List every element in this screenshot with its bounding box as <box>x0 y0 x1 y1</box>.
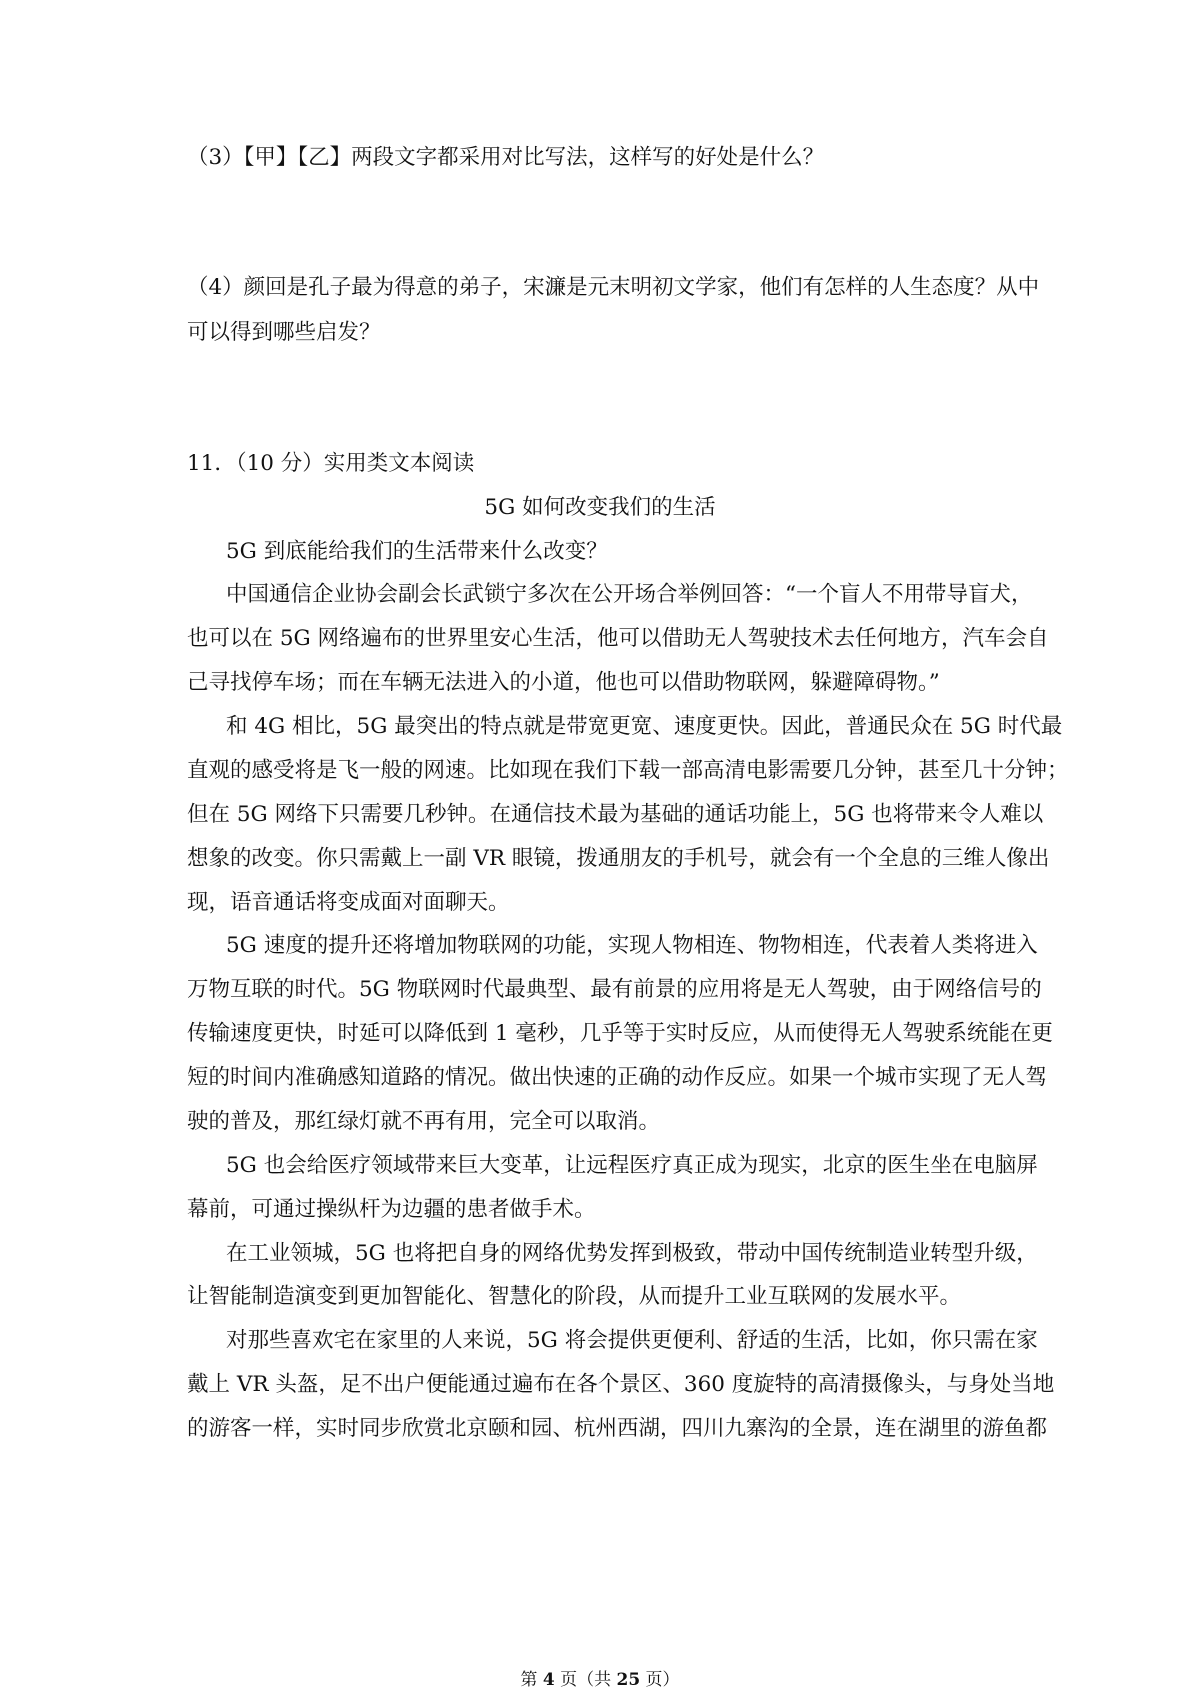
footer-page-number: 4 <box>542 1670 555 1690</box>
paragraph-5-line-1: 5G 也会给医疗领域带来巨大变革，让远程医疗真正成为现实，北京的医生坐在电脑屏 <box>226 1153 1038 1178</box>
question-3: （3）【甲】【乙】两段文字都采用对比写法，这样写的好处是什么？ <box>187 145 825 170</box>
paragraph-3-line-2: 直观的感受将是飞一般的网速。比如现在我们下载一部高清电影需要几分钟，甚至几十分钟； <box>187 758 1069 783</box>
article-title: 5G 如何改变我们的生活 <box>484 495 716 520</box>
paragraph-5-line-2: 幕前，可通过操纵杆为边疆的患者做手术。 <box>187 1197 596 1222</box>
question-11-heading: 11．（10 分）实用类文本阅读 <box>187 451 475 476</box>
paragraph-3-line-4: 想象的改变。你只需戴上一副 VR 眼镜，拨通朋友的手机号，就会有一个全息的三维人像出 <box>187 846 1050 871</box>
paragraph-7-line-2: 戴上 VR 头盔，足不出户便能通过遍布在各个景区、360 度旋特的高清摄像头，与身处当地 <box>187 1372 1055 1397</box>
paragraph-2-line-3: 己寻找停车场；而在车辆无法进入的小道，他也可以借助物联网，躲避障碍物。” <box>187 670 940 695</box>
paragraph-4-line-2: 万物互联的时代。5G 物联网时代最典型、最有前景的应用将是无人驾驶，由于网络信号的 <box>187 977 1042 1002</box>
footer-middle: 页（共 <box>554 1670 617 1690</box>
paragraph-4-line-4: 短的时间内准确感知道路的情况。做出快速的正确的动作反应。如果一个城市实现了无人驾 <box>187 1065 1048 1090</box>
paragraph-2-line-2: 也可以在 5G 网络遍布的世界里安心生活，他可以借助无人驾驶技术去任何地方，汽车会自 <box>187 626 1049 651</box>
paragraph-6-line-2: 让智能制造演变到更加智能化、智慧化的阶段，从而提升工业互联网的发展水平。 <box>187 1284 962 1309</box>
footer-suffix: 页） <box>640 1670 680 1690</box>
paragraph-4-line-1: 5G 速度的提升还将增加物联网的功能，实现人物相连、物物相连，代表着人类将进入 <box>226 933 1038 958</box>
paragraph-7-line-1: 对那些喜欢宅在家里的人来说，5G 将会提供更便利、舒适的生活，比如，你只需在家 <box>226 1328 1038 1353</box>
paragraph-7-line-3: 的游客一样，实时同步欣赏北京颐和园、杭州西湖，四川九寨沟的全景，连在湖里的游鱼都 <box>187 1416 1048 1441</box>
paragraph-4-line-3: 传输速度更快，时延可以降低到 1 毫秒，几乎等于实时反应，从而使得无人驾驶系统能在更 <box>187 1021 1053 1046</box>
paragraph-3-line-1: 和 4G 相比，5G 最突出的特点就是带宽更宽、速度更快。因此，普通民众在 5G 时代最 <box>226 714 1063 739</box>
question-4-line-2: 可以得到哪些启发？ <box>187 320 381 345</box>
footer-prefix: 第 <box>520 1670 543 1690</box>
paragraph-3-line-3: 但在 5G 网络下只需要几秒钟。在通信技术最为基础的通话功能上，5G 也将带来令人难以 <box>187 802 1044 827</box>
paragraph-1-line-1: 5G 到底能给我们的生活带来什么改变？ <box>226 539 608 564</box>
question-4-line-1: （4）颜回是孔子最为得意的弟子，宋濂是元末明初文学家，他们有怎样的人生态度？从中 <box>187 275 1040 300</box>
paragraph-4-line-5: 驶的普及，那红绿灯就不再有用，完全可以取消。 <box>187 1109 661 1134</box>
footer-total-pages: 25 <box>616 1670 641 1690</box>
paragraph-3-line-5: 现，语音通话将变成面对面聊天。 <box>187 890 510 915</box>
page-footer <box>0 1672 1200 1689</box>
paragraph-2-line-1: 中国通信企业协会副会长武锁宁多次在公开场合举例回答：“一个盲人不用带导盲犬， <box>226 582 1033 607</box>
paragraph-6-line-1: 在工业领城，5G 也将把自身的网络优势发挥到极致，带动中国传统制造业转型升级， <box>226 1241 1038 1266</box>
